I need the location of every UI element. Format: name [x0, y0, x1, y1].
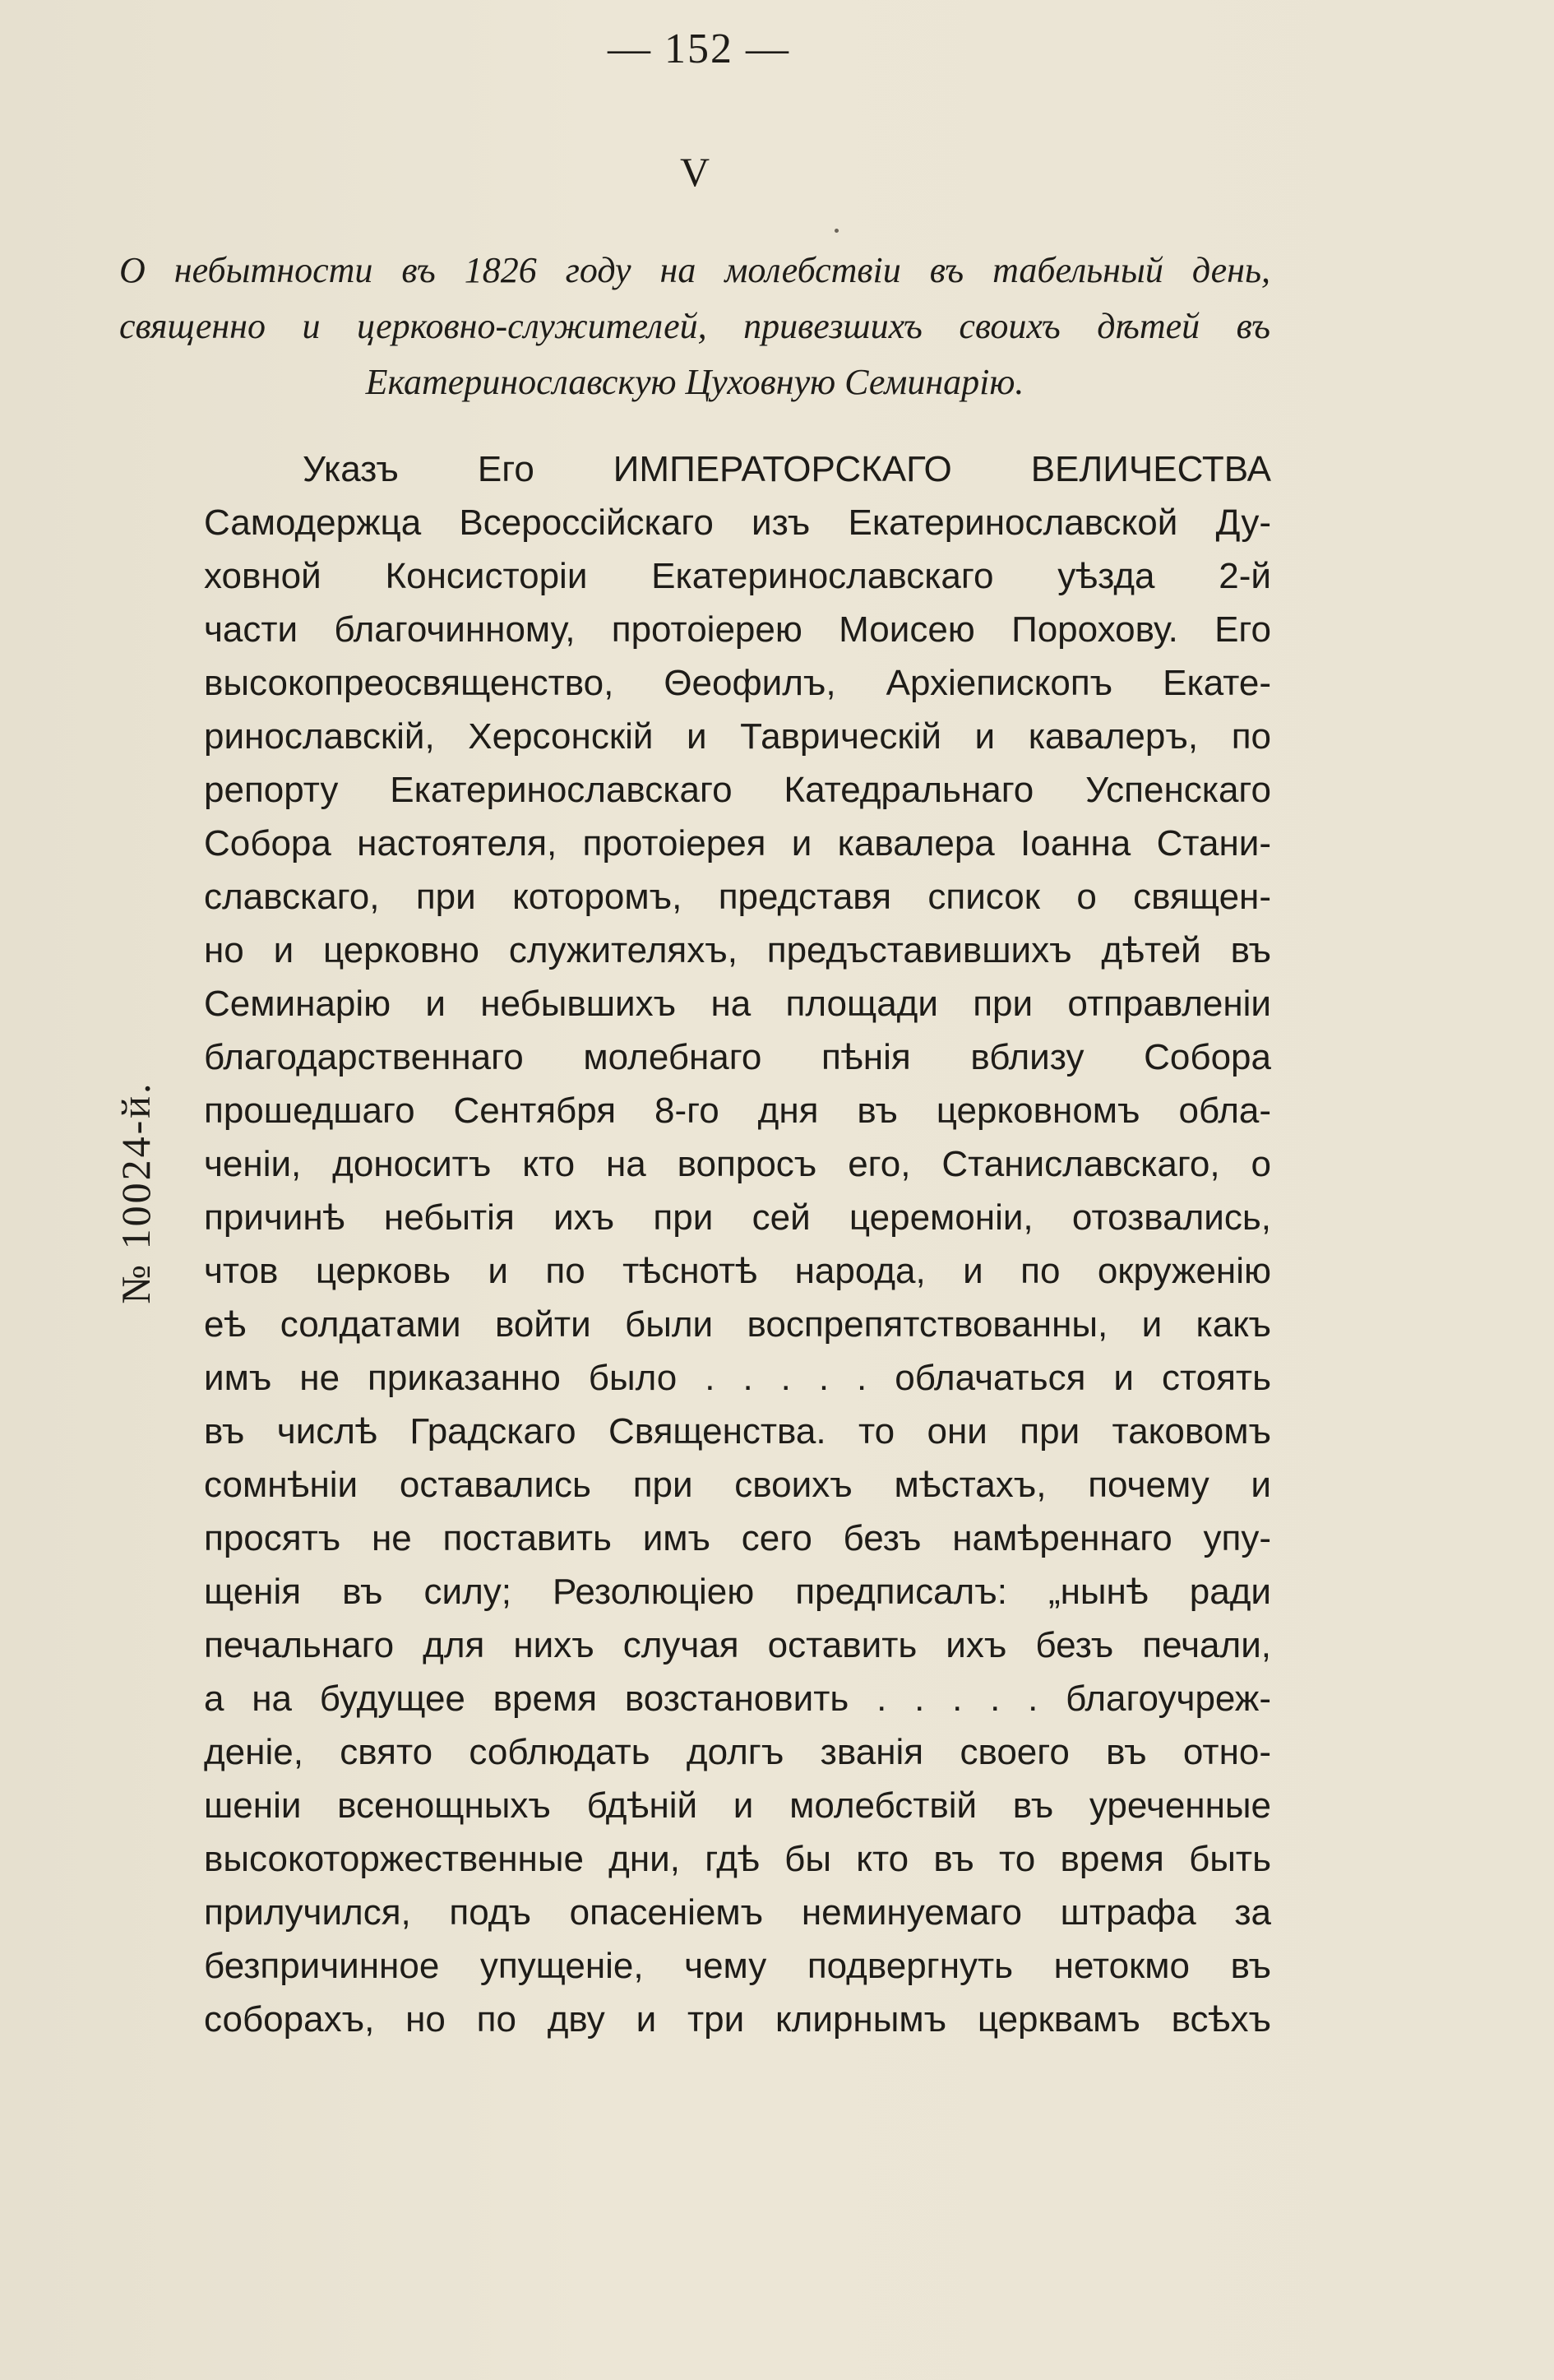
body-line: имъ не приказанно было . . . . . облачаться и стоять [204, 1358, 1271, 1398]
body-line: репорту Екатеринославскаго Катедральнаго Успенскаго [204, 770, 1271, 810]
body-text [204, 442, 1271, 2046]
body-line: щенія въ силу; Резолюціею предписалъ: „нынѣ ради [204, 1572, 1271, 1612]
heading-line: О небытности въ 1826 году на молебствіи въ табельный день, [119, 250, 1270, 290]
body-line: высокопреосвященство, Θеофилъ, Архіепископъ Екате- [204, 663, 1271, 703]
body-line: въ числѣ Градскаго Священства. то они при таковомъ [204, 1411, 1271, 1452]
body-line: безпричинное упущеніе, чему подвергнуть нетокмо въ [204, 1946, 1271, 1986]
section-numeral: V [679, 149, 710, 195]
page-number: — 152 — [608, 25, 790, 72]
body-line: а на будущее время возстановить . . . . . благоучреж- [204, 1679, 1271, 1719]
body-line: высокоторжественные дни, гдѣ бы кто въ то время быть [204, 1839, 1271, 1879]
body-line: соборахъ, но по дву и три клирнымъ церквамъ всѣхъ [204, 1999, 1271, 2040]
body-line: части благочинному, протоіерею Моисею Порохову. Его [204, 609, 1271, 650]
body-line: ченіи, доноситъ кто на вопросъ его, Станиславскаго, о [204, 1144, 1271, 1184]
body-line: прилучился, подъ опасеніемъ неминуемаго штрафа за [204, 1892, 1271, 1933]
body-line: шеніи всенощныхъ бдѣній и молебствій въ уреченные [204, 1785, 1271, 1826]
body-line: но и церковно служителяхъ, предъставившихъ дѣтей въ [204, 930, 1271, 970]
archive-stamp-text: № 10024-й. [113, 1081, 159, 1304]
body-line: ринославскій, Херсонскій и Таврическій и кавалеръ, по [204, 716, 1271, 757]
section-heading [119, 243, 1270, 410]
body-line: славскаго, при которомъ, представя список о священ- [204, 877, 1271, 917]
body-line: причинѣ небытія ихъ при сей церемоніи, отозвались, [204, 1197, 1271, 1238]
body-line: просятъ не поставить имъ сего безъ намѣреннаго упу- [204, 1518, 1271, 1558]
paper-speck [835, 229, 839, 233]
heading-line: Екатеринославскую Цуховную Семинарію. [365, 362, 1024, 402]
body-line: благодарственнаго молебнаго пѣнія вблизу Собора [204, 1037, 1271, 1077]
body-line: деніе, свято соблюдать долгъ званія своего въ отно- [204, 1732, 1271, 1772]
heading-line: священно и церковно-служителей, привезшихъ своихъ дѣтей въ [119, 306, 1270, 346]
body-line: прошедшаго Сентября 8-го дня въ церковномъ обла- [204, 1090, 1271, 1131]
body-line: сомнѣніи оставались при своихъ мѣстахъ, почему и [204, 1465, 1271, 1505]
body-line: Самодержца Всероссійскаго изъ Екатеринославской Ду- [204, 502, 1271, 543]
body-line: Семинарію и небывшихъ на площади при отправленіи [204, 984, 1271, 1024]
body-line: чтов церковь и по тѣснотѣ народа, и по окруженію [204, 1251, 1271, 1291]
body-line: еѣ солдатами войти были воспрепятствованны, и какъ [204, 1304, 1271, 1345]
body-line: ховной Консисторіи Екатеринославскаго уѣзда 2-й [204, 556, 1271, 596]
body-line: печальнаго для нихъ случая оставить ихъ безъ печали, [204, 1625, 1271, 1665]
archive-stamp [103, 1057, 169, 1328]
body-line: Собора настоятеля, протоіерея и кавалера Іоанна Стани- [204, 823, 1271, 864]
body-line: Указъ Его ИМПЕРАТОРСКАГО ВЕЛИЧЕСТВА [303, 449, 1271, 489]
